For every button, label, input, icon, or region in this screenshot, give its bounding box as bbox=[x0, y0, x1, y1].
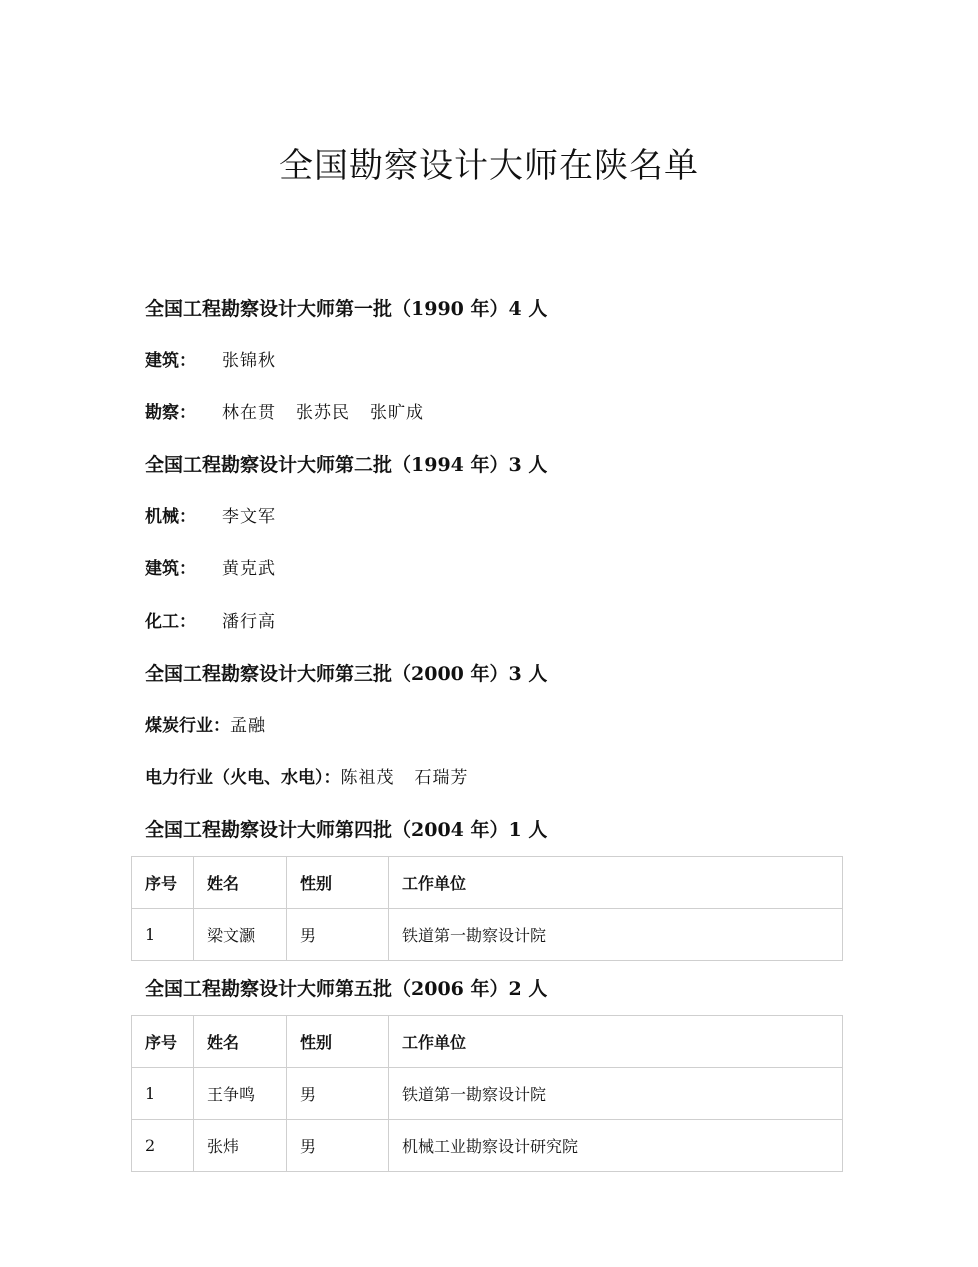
header-cell: 工作单位 bbox=[389, 857, 843, 909]
table-cell: 张炜 bbox=[194, 1120, 287, 1172]
person-name: 张锦秋 bbox=[222, 351, 276, 371]
person-name: 陈祖茂 bbox=[340, 768, 395, 788]
header-cell: 姓名 bbox=[194, 857, 287, 909]
table-cell: 男 bbox=[287, 1120, 389, 1172]
header-cell: 性别 bbox=[287, 1016, 389, 1068]
table-cell: 1 bbox=[132, 1068, 194, 1120]
table-row bbox=[132, 1068, 843, 1120]
batch-heading: 全国工程勘察设计大师第二批（1994 年）3 人 bbox=[145, 454, 548, 476]
batch-heading: 全国工程勘察设计大师第三批（2000 年）3 人 bbox=[145, 663, 548, 685]
batch-heading: 全国工程勘察设计大师第四批（2004 年）1 人 bbox=[145, 819, 548, 841]
table-row bbox=[132, 1120, 843, 1172]
discipline-label: 建筑： bbox=[145, 351, 196, 371]
discipline-label: 勘察： bbox=[145, 403, 196, 423]
discipline-label: 煤炭行业： bbox=[145, 716, 230, 736]
person-name: 黄克武 bbox=[222, 559, 276, 579]
person-name: 孟融 bbox=[230, 716, 266, 736]
table-cell: 铁道第一勘察设计院 bbox=[389, 1068, 843, 1120]
discipline-line bbox=[145, 348, 276, 374]
table-header-row bbox=[132, 1016, 843, 1068]
header-cell: 序号 bbox=[132, 1016, 194, 1068]
header-cell: 性别 bbox=[287, 857, 389, 909]
table-cell: 2 bbox=[132, 1120, 194, 1172]
header-cell: 序号 bbox=[132, 857, 194, 909]
table-cell: 铁道第一勘察设计院 bbox=[389, 909, 843, 961]
header-cell: 工作单位 bbox=[389, 1016, 843, 1068]
discipline-label: 电力行业（火电、水电）： bbox=[145, 768, 341, 788]
roster-table bbox=[131, 1015, 843, 1172]
person-name: 张苏民 bbox=[296, 403, 350, 423]
batch-heading: 全国工程勘察设计大师第五批（2006 年）2 人 bbox=[145, 978, 548, 1000]
discipline-label: 建筑： bbox=[145, 559, 196, 579]
header-cell: 姓名 bbox=[194, 1016, 287, 1068]
discipline-label: 化工： bbox=[145, 612, 196, 632]
table-header-row bbox=[132, 857, 843, 909]
discipline-label: 机械： bbox=[145, 507, 196, 527]
person-name: 张旷成 bbox=[370, 403, 424, 423]
discipline-line bbox=[145, 504, 276, 530]
discipline-line bbox=[145, 609, 276, 635]
person-name: 李文军 bbox=[222, 507, 276, 527]
batch-heading: 全国工程勘察设计大师第一批（1990 年）4 人 bbox=[145, 298, 548, 320]
discipline-line bbox=[145, 713, 266, 739]
discipline-line bbox=[145, 400, 424, 426]
table-cell: 男 bbox=[287, 909, 389, 961]
table-cell: 1 bbox=[132, 909, 194, 961]
person-name: 林在贯 bbox=[222, 403, 276, 423]
table-cell: 男 bbox=[287, 1068, 389, 1120]
table-row bbox=[132, 909, 843, 961]
roster-table bbox=[131, 856, 843, 961]
discipline-line bbox=[145, 765, 469, 791]
table-cell: 梁文灏 bbox=[194, 909, 287, 961]
page-title: 全国勘察设计大师在陕名单 bbox=[279, 146, 699, 186]
person-name: 石瑞芳 bbox=[414, 768, 469, 788]
table-cell: 王争鸣 bbox=[194, 1068, 287, 1120]
table-cell: 机械工业勘察设计研究院 bbox=[389, 1120, 843, 1172]
discipline-line bbox=[145, 556, 276, 582]
person-name: 潘行高 bbox=[222, 612, 276, 632]
